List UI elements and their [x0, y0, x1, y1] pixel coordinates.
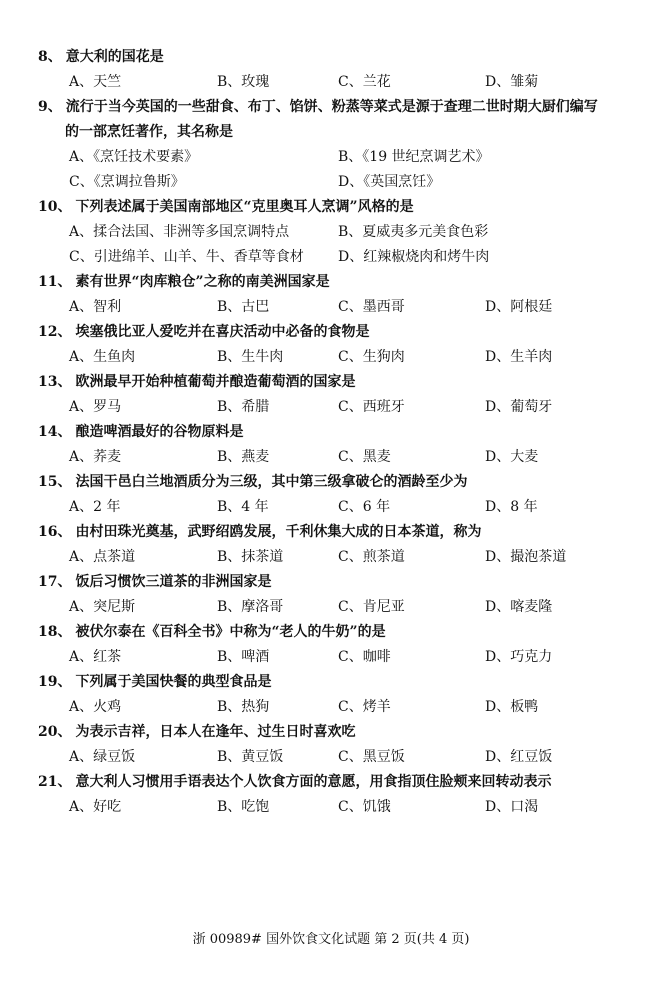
option-c: C、肯尼亚	[338, 599, 405, 615]
question-number: 19、	[38, 674, 72, 690]
question-stem	[38, 623, 386, 641]
question-stem	[38, 673, 271, 691]
option-c: C、《烹调拉鲁斯》	[69, 174, 185, 190]
question-stem	[38, 473, 467, 491]
page-footer: 浙 00989# 国外饮食文化试题 第 2 页(共 4 页)	[192, 932, 470, 947]
option-d: D、雏菊	[485, 74, 539, 90]
question-stem	[38, 773, 551, 791]
option-a: A、好吃	[69, 799, 122, 815]
question-text: 的一部烹饪著作，其名称是	[65, 124, 233, 140]
option-a: A、绿豆饭	[69, 749, 136, 765]
option-a: A、火鸡	[69, 699, 122, 715]
question-number: 14、	[38, 424, 72, 440]
option-b: B、夏威夷多元美食色彩	[338, 224, 489, 240]
option-d: D、红辣椒烧肉和烤牛肉	[338, 249, 490, 265]
option-d: D、葡萄牙	[485, 399, 553, 415]
option-b: B、4 年	[217, 499, 269, 515]
question-text: 流行于当今英国的一些甜食、布丁、馅饼、粉蒸等菜式是源于查理二世时期大厨们编写	[65, 99, 598, 115]
question-text: 酿造啤酒最好的谷物原料是	[75, 424, 244, 440]
option-b: B、热狗	[217, 699, 270, 715]
question-text: 意大利的国花是	[65, 49, 164, 65]
option-c: C、6 年	[338, 499, 391, 515]
question-number: 11、	[38, 274, 72, 290]
option-c: C、兰花	[338, 74, 391, 90]
question-number: 9、	[38, 99, 62, 115]
option-a: A、点茶道	[69, 549, 136, 565]
question-stem	[65, 123, 233, 141]
option-d: D、生羊肉	[485, 349, 553, 365]
question-number: 13、	[38, 374, 72, 390]
option-d: D、板鸭	[485, 699, 539, 715]
question-number: 16、	[38, 524, 72, 540]
option-c: C、西班牙	[338, 399, 405, 415]
option-a: A、揉合法国、非洲等多国烹调特点	[69, 224, 290, 240]
option-a: A、突尼斯	[69, 599, 136, 615]
option-c: C、生狗肉	[338, 349, 405, 365]
option-b: B、生牛肉	[217, 349, 284, 365]
question-number: 21、	[38, 774, 72, 790]
question-stem	[38, 373, 355, 391]
option-b: B、摩洛哥	[217, 599, 284, 615]
question-text: 欧洲最早开始种植葡萄并酿造葡萄酒的国家是	[75, 374, 356, 390]
question-number: 8、	[38, 49, 62, 65]
question-number: 18、	[38, 624, 72, 640]
option-b: B、古巴	[217, 299, 270, 315]
question-stem	[38, 273, 330, 291]
option-c: C、烤羊	[338, 699, 391, 715]
option-d: D、喀麦隆	[485, 599, 553, 615]
question-stem	[38, 723, 355, 741]
option-b: B、玫瑰	[217, 74, 270, 90]
option-a: A、生鱼肉	[69, 349, 136, 365]
question-stem	[38, 573, 271, 591]
option-b: B、抹茶道	[217, 549, 284, 565]
question-number: 20、	[38, 724, 72, 740]
question-text: 被伏尔泰在《百科全书》中称为“老人的牛奶”的是	[75, 624, 386, 640]
option-b: B、希腊	[217, 399, 270, 415]
option-d: D、红豆饭	[485, 749, 553, 765]
question-number: 15、	[38, 474, 72, 490]
option-a: A、罗马	[69, 399, 122, 415]
question-text: 由村田珠光奠基，武野绍鸥发展，千利休集大成的日本茶道，称为	[75, 524, 482, 540]
question-stem	[38, 323, 369, 341]
option-a: A、《烹饪技术要素》	[69, 149, 199, 165]
option-d: D、阿根廷	[485, 299, 553, 315]
option-d: D、巧克力	[485, 649, 553, 665]
option-c: C、黑麦	[338, 449, 391, 465]
question-stem	[38, 198, 414, 216]
question-text: 素有世界“肉库粮仓”之称的南美洲国家是	[75, 274, 330, 290]
option-c: C、煎茶道	[338, 549, 405, 565]
question-text: 下列表述属于美国南部地区“克里奥耳人烹调”风格的是	[75, 199, 414, 215]
option-d: D、口渴	[485, 799, 539, 815]
option-b: B、黄豆饭	[217, 749, 284, 765]
option-a: A、荞麦	[69, 449, 122, 465]
question-stem	[38, 423, 243, 441]
option-b: B、吃饱	[217, 799, 270, 815]
question-number: 10、	[38, 199, 72, 215]
option-c: C、引进绵羊、山羊、牛、香草等食材	[69, 249, 304, 265]
option-c: C、墨西哥	[338, 299, 405, 315]
question-number: 17、	[38, 574, 72, 590]
option-a: A、2 年	[69, 499, 121, 515]
option-c: C、咖啡	[338, 649, 391, 665]
question-stem	[38, 523, 481, 541]
option-a: A、智利	[69, 299, 122, 315]
option-d: D、撮泡茶道	[485, 549, 567, 565]
question-stem	[38, 48, 164, 66]
option-d: D、8 年	[485, 499, 538, 515]
question-text: 法国干邑白兰地酒质分为三级，其中第三级拿破仑的酒龄至少为	[75, 474, 468, 490]
option-b: B、啤酒	[217, 649, 270, 665]
question-text: 饭后习惯饮三道茶的非洲国家是	[75, 574, 272, 590]
question-text: 意大利人习惯用手语表达个人饮食方面的意愿，用食指顶住脸颊来回转动表示	[75, 774, 552, 790]
option-c: C、黑豆饭	[338, 749, 405, 765]
question-text: 埃塞俄比亚人爱吃并在喜庆活动中必备的食物是	[75, 324, 370, 340]
option-d: D、《英国烹饪》	[338, 174, 441, 190]
option-b: B、燕麦	[217, 449, 270, 465]
option-a: A、天竺	[69, 74, 122, 90]
question-stem	[38, 98, 598, 116]
question-text: 为表示吉祥，日本人在逢年、过生日时喜欢吃	[75, 724, 356, 740]
question-number: 12、	[38, 324, 72, 340]
option-a: A、红茶	[69, 649, 122, 665]
option-c: C、饥饿	[338, 799, 391, 815]
question-text: 下列属于美国快餐的典型食品是	[75, 674, 272, 690]
option-b: B、《19 世纪烹调艺术》	[338, 149, 490, 165]
option-d: D、大麦	[485, 449, 539, 465]
